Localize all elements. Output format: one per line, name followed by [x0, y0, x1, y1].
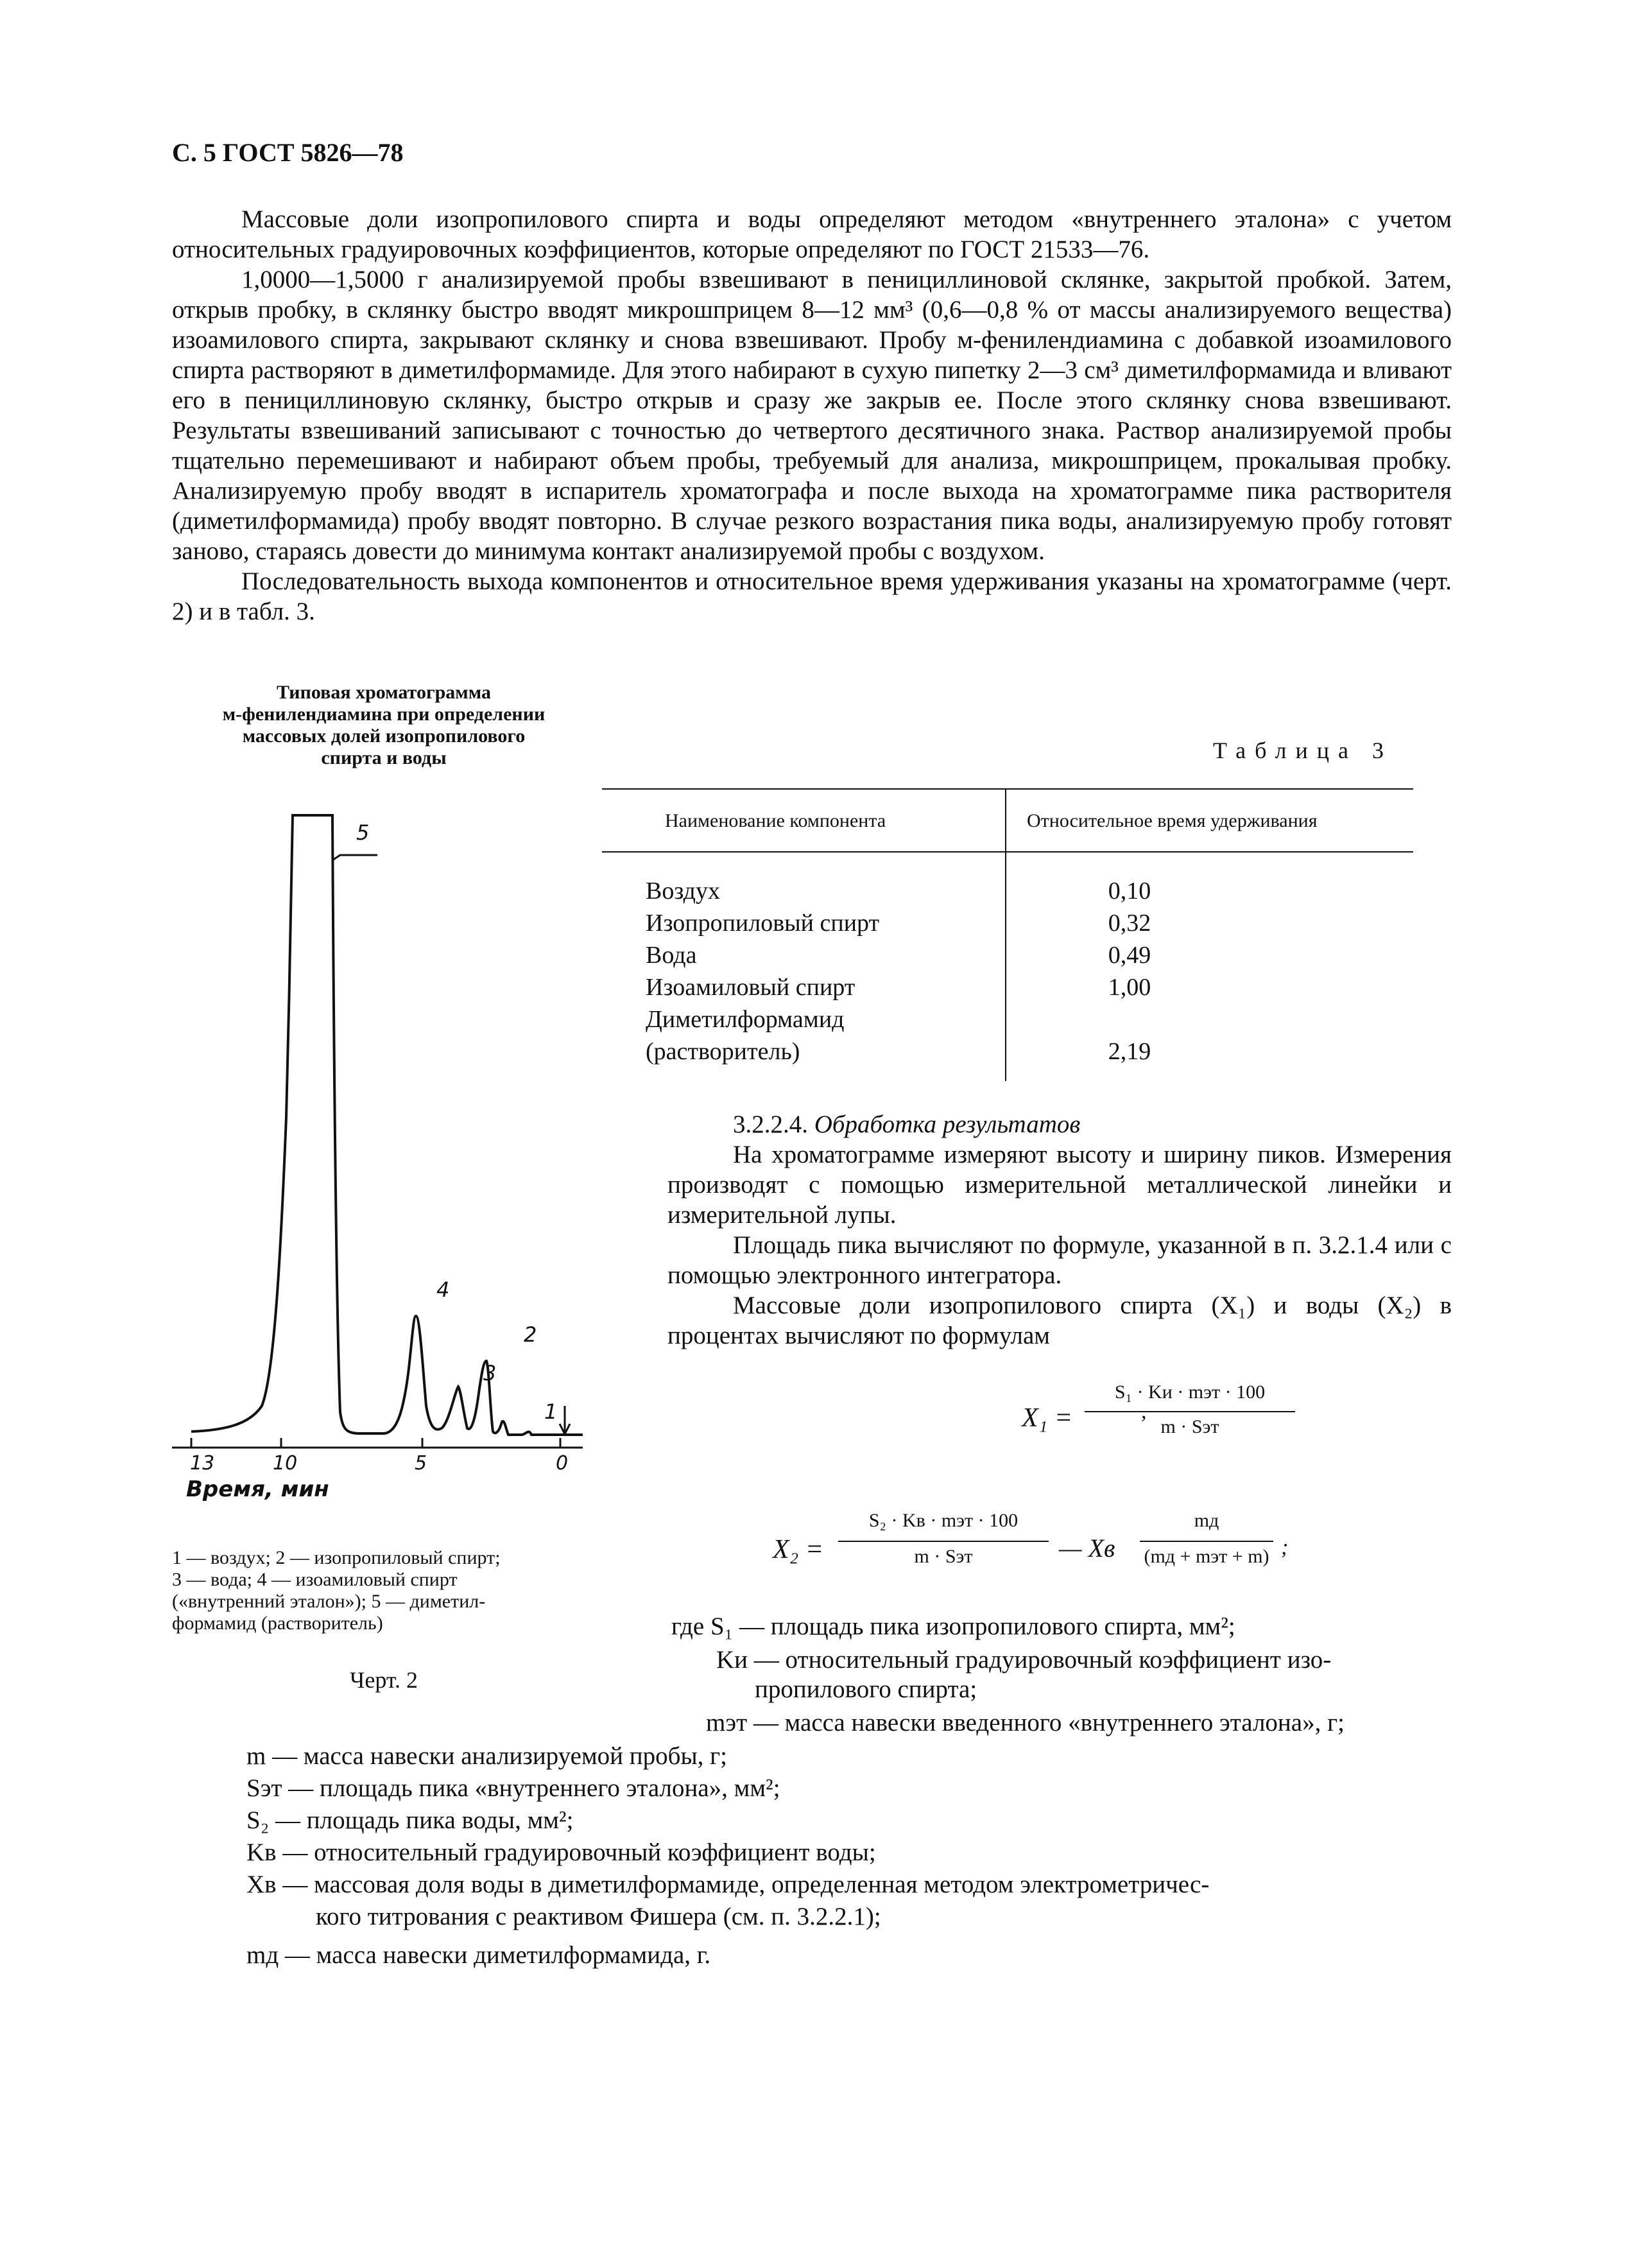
definition-line: где S₁ — площадь пика изопропилового спирта, мм²; — [671, 1613, 1235, 1640]
page-header: С. 5 ГОСТ 5826—78 — [172, 138, 404, 167]
paragraph: На хроматограмме измеряют высоту и ширину пиков. Измерения производят с помощью измерительной металлической линейки и измерительной лупы. — [667, 1141, 1452, 1229]
definition-line: Kв — относительный градуировочный коэффициент воды; — [246, 1839, 876, 1866]
peak-label-5: 5 — [356, 820, 370, 845]
formula-x2-numerator: S₂ · Kв · mэт · 100 — [868, 1510, 1019, 1531]
fraction-bar — [1140, 1541, 1273, 1542]
figure-title-line: спирта и воды — [321, 747, 447, 768]
table-cell-name: Изопропиловый спирт — [646, 910, 880, 937]
formula-x2-tail: ; — [1281, 1536, 1289, 1559]
table-rule-header — [602, 851, 1413, 853]
formula-x1-tail: , — [1141, 1399, 1147, 1423]
peak-label-4: 4 — [436, 1277, 450, 1302]
formula-x1-numerator: S₁ · Kи · mэт · 100 — [1114, 1381, 1266, 1403]
tick-label: 0 — [556, 1452, 569, 1475]
time-axis-label: Время, мин — [186, 1476, 329, 1502]
caption-line: формамид (растворитель) — [172, 1613, 383, 1634]
section-number: 3.2.2.4. — [733, 1111, 808, 1138]
formula-x2-lhs: X₂ = — [773, 1535, 824, 1564]
section-heading — [667, 1109, 1452, 1139]
table-rule-top — [602, 788, 1413, 790]
fraction-bar — [1085, 1411, 1295, 1412]
definition-line: mэт — масса навески введенного «внутреннего эталона», г; — [706, 1709, 1345, 1736]
table-header-name: Наименование компонента — [665, 810, 886, 831]
table-cell-value: 0,32 — [1108, 910, 1151, 937]
paragraph: 1,0000—1,5000 г анализируемой пробы взвешивают в пенициллиновой склянке, закрытой пробкой. Затем, открыв пробку, в склянку быстро вводят микрошприцем 8—12 мм³ (0,6—0,8 % от массы анализируемого вещества) изоамилового спирта, закрывают склянку и снова взвешивают. Пробу м-фенилендиамина с добавкой изоамилового спирта растворяют в диметилформамиде. Для этого набирают в сухую пипетку 2—3 см³ диметилформамида и вливают его в пенициллиновую склянку, быстро открыв и сразу же закрыв ее. После этого склянку снова взвешивают. Результаты взвешиваний записывают с точностью до четвертого десятичного знака. Раствор анализируемой пробы тщательно перемешивают и набирают объем пробы, требуемый для анализа, микрошприцем, прокалывая пробку. Анализируемую пробу вводят в испаритель хроматографа и после выхода на хроматограмме пика растворителя (диметилформамида) пробу вводят повторно. В случае резкого возрастания пика воды, анализируемую пробу готовят заново, стараясь довести до минимума контакт анализируемой пробы с воздухом. — [172, 266, 1452, 565]
tick-label: 13 — [190, 1452, 215, 1475]
table-cell-value: 1,00 — [1108, 974, 1151, 1001]
formula-x2-numerator2: mд — [1194, 1510, 1219, 1531]
table-cell-value: 2,19 — [1108, 1038, 1151, 1065]
table-cell-name: Воздух — [646, 878, 721, 905]
paragraph: Массовые доли изопропилового спирта и воды определяют методом «внутреннего эталона» с учетом относительных градуировочных коэффициентов, которые определяют по ГОСТ 21533—76. — [172, 205, 1452, 263]
intro-text — [172, 204, 1452, 627]
peak-label-3: 3 — [483, 1361, 497, 1385]
table-cell-name: Вода — [646, 942, 697, 969]
figure-label: Черт. 2 — [350, 1667, 418, 1693]
definition-line: mд — масса навески диметилформамида, г. — [246, 1941, 711, 1969]
section-title: Обработка результатов — [814, 1111, 1081, 1138]
figure-title — [172, 682, 596, 769]
formula-x1-denominator: m · Sэт — [1160, 1416, 1219, 1437]
table-cell-name: (растворитель) — [646, 1038, 800, 1065]
paragraph: Последовательность выхода компонентов и относительное время удерживания указаны на хроматограмме (черт. 2) и в табл. 3. — [172, 567, 1452, 625]
chromatogram — [172, 796, 596, 1476]
fraction-bar — [838, 1541, 1049, 1542]
formula-x2-denominator2: (mд + mэт + m) — [1144, 1546, 1269, 1567]
table-cell-name: Диметилформамид — [646, 1006, 845, 1033]
table-cell-name: Изоамиловый спирт — [646, 974, 855, 1001]
definition-line: Kи — относительный градуировочный коэффициент изо- — [716, 1646, 1332, 1674]
peak-label-2: 2 — [524, 1322, 537, 1347]
table-header-time: Относительное время удерживания — [1027, 810, 1318, 831]
definition-line: Sэт — площадь пика «внутреннего эталона», мм²; — [246, 1774, 780, 1802]
definition-line: m — масса навески анализируемой пробы, г; — [246, 1742, 728, 1770]
figure-title-line: Типовая хроматограмма — [277, 682, 491, 703]
figure-title-line: массовых долей изопропилового — [242, 725, 526, 747]
tick-label: 10 — [273, 1452, 298, 1475]
figure-title-line: м-фенилендиамина при определении — [222, 704, 546, 725]
caption-line: 1 — воздух; 2 — изопропиловый спирт; — [172, 1547, 501, 1568]
label-leader — [332, 855, 377, 860]
table-cell-value: 0,10 — [1108, 878, 1151, 905]
peak-label-1: 1 — [544, 1399, 558, 1424]
definition-line: кого титрования с реактивом Фишера (см. п. 3.2.2.1); — [316, 1903, 881, 1930]
paragraph: Площадь пика вычисляют по формуле, указанной в п. 3.2.1.4 или с помощью электронного интегратора. — [667, 1231, 1452, 1289]
caption-line: («внутренний эталон»); 5 — диметил- — [172, 1591, 486, 1612]
paragraph: Массовые доли изопропилового спирта (X₁) и воды (X₂) в процентах вычисляют по формулам — [667, 1292, 1452, 1349]
table-title: Таблица 3 — [1213, 738, 1393, 763]
figure-caption — [172, 1547, 596, 1634]
definition-line: S₂ — площадь пика воды, мм²; — [246, 1806, 574, 1834]
tick-label: 5 — [415, 1452, 427, 1475]
definition-line: Xв — массовая доля воды в диметилформамиде, определенная методом электрометричес- — [246, 1871, 1210, 1898]
table-cell-value: 0,49 — [1108, 942, 1151, 969]
formula-x2-denominator: m · Sэт — [914, 1546, 973, 1567]
definition-line: пропилового спирта; — [755, 1675, 977, 1703]
caption-line: 3 — вода; 4 — изоамиловый спирт — [172, 1569, 458, 1590]
formula-x2-mid: — Xв — [1059, 1534, 1115, 1562]
section-text — [667, 1109, 1452, 1351]
formula-x1-lhs: X₁ = — [1022, 1403, 1073, 1433]
